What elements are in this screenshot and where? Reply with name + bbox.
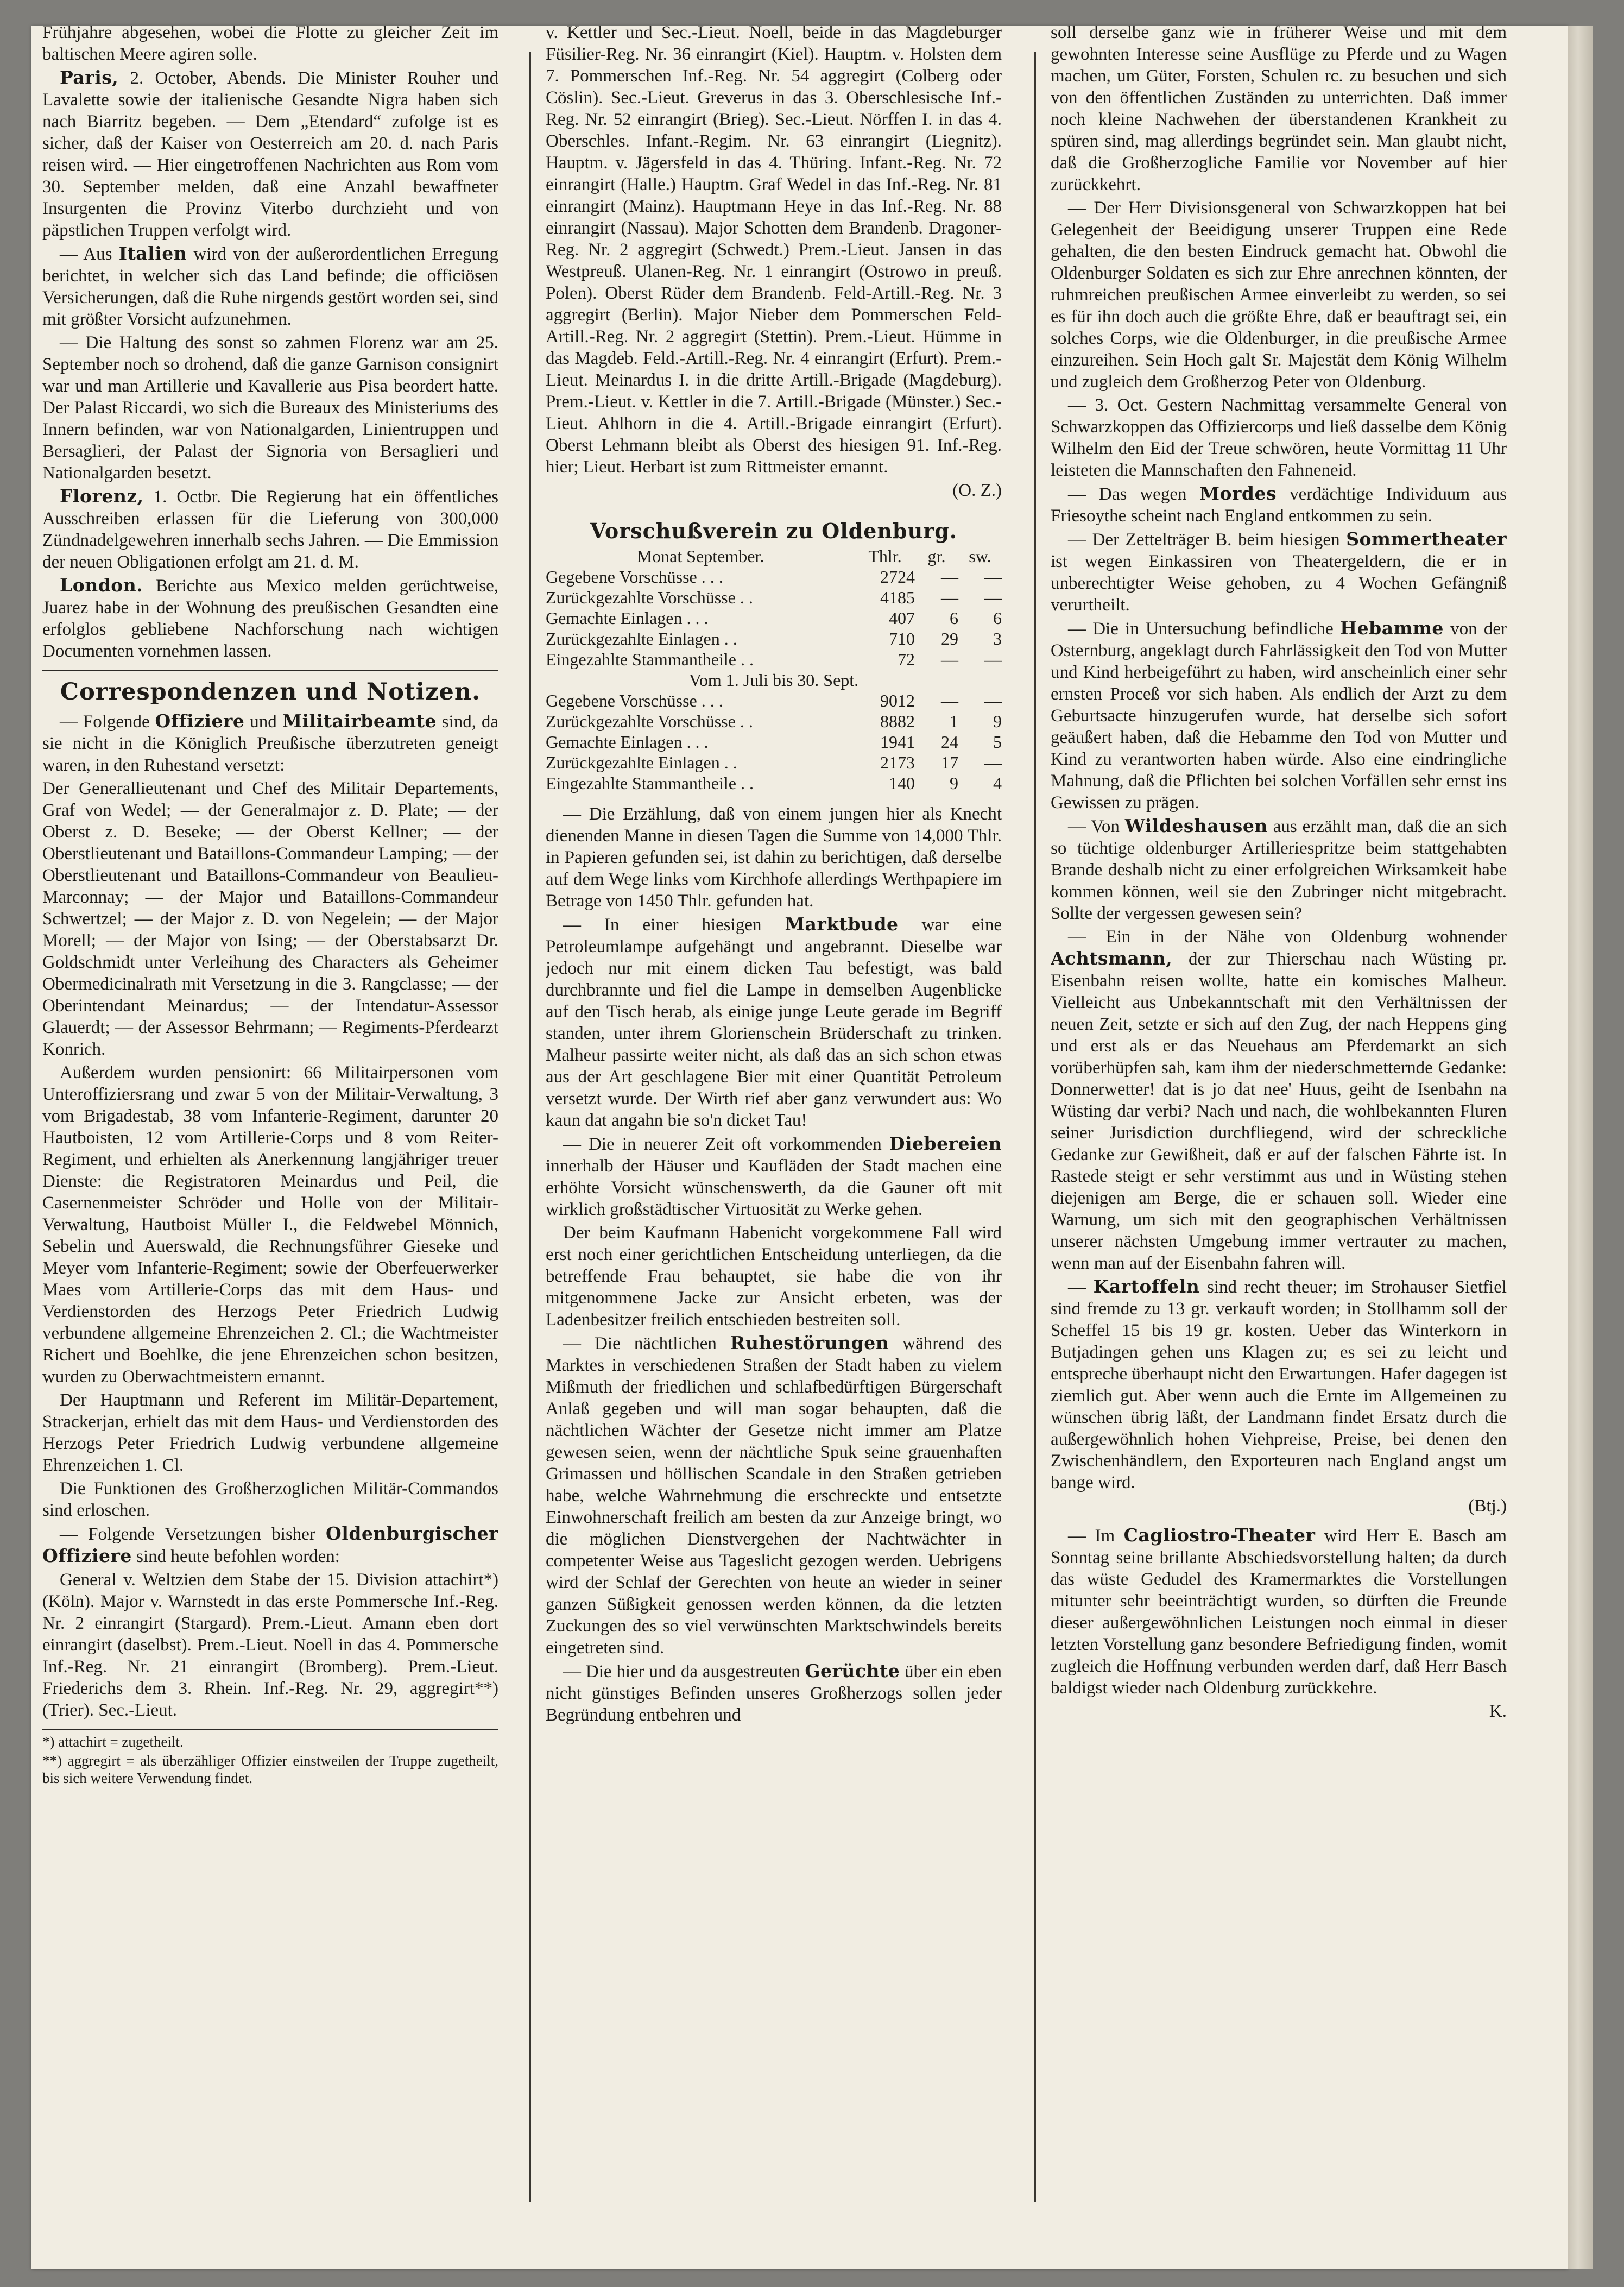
table-cell: 2173	[880, 753, 915, 772]
keyword: Militairbeamte	[282, 710, 437, 732]
lead-text: — Folgende Versetzungen bisher	[60, 1524, 315, 1544]
lead-text: —	[1068, 1277, 1086, 1297]
keyword: Ruhestörungen	[730, 1332, 889, 1353]
lead-text: — Die in Untersuchung befindliche	[1068, 619, 1334, 639]
paragraph-text: wird von der außerordentlichen Erregung berichtet, in welcher sich das Land befinde; die officiösen Versicherungen, daß die Ruhe nirgends gestört worden sei, sind mit größter Vorsicht aufzunehmen.	[42, 244, 498, 329]
header-cell: sw.	[969, 546, 991, 566]
paragraph: Frühjahre abgesehen, wobei die Flotte zu gleicher Zeit im baltischen Meere agiren solle.	[42, 23, 498, 64]
table-row	[546, 587, 1002, 608]
author-signature: K.	[1489, 1702, 1507, 1721]
paragraph	[546, 1660, 1002, 1726]
paragraph-text: über ein eben nicht günstiges Befinden unseres Großherzogs sollen jeder Begründung entbehren und	[546, 1662, 1002, 1725]
table-body-quarter	[546, 690, 1002, 793]
paragraph	[1051, 1276, 1507, 1494]
paragraph: — 3. Oct. Gestern Nachmittag versammelte General von Schwarzkoppen das Offiziercorps und ließ dasselbe dem König Wilhelm den Eid der Treue schwören, heute Vormittag 11 Uhr leisteten die Mannschaften den Fahneneid.	[1051, 395, 1507, 480]
column-1	[42, 22, 498, 2227]
keyword: Mordes	[1199, 483, 1277, 504]
table-cell: —	[984, 567, 1002, 587]
keyword: Kartoffeln	[1093, 1276, 1200, 1297]
keyword: Diebereien	[889, 1133, 1002, 1154]
table-cell: —	[941, 567, 958, 587]
paragraph	[42, 575, 498, 662]
paragraph: — Die Haltung des sonst so zahmen Florenz war am 25. September noch so drohend, daß die ganze Garnison consignirt war und man Artillerie und Kavallerie aus Pisa beordert hatte. Der Palast Riccardi, wo sich die Bureaux des Ministeriums des Innern befinden, war von Nationalgarden, Linientruppen und Bersaglieri, der Palast der Signoria von Bersaglieri und Nationalgarden besetzt.	[42, 333, 498, 483]
paragraph-text: von der Osternburg, angeklagt durch Fahrlässigkeit den Tod von Mutter und Kind herbeigeführt zu haben, wird anscheinlich einer sehr ernsten Proceß vor sich haben. Als endlich der Arzt zu dem Geburtsacte hinzugerufen wurde, hat derselbe sich sofort geäußert haben, daß die Hebamme den Tod von Mutter und Kind zu verantworten haben würde. Also eine eindringliche Mahnung, daß die Pflichten bei solchen Vorfällen sehr ernst ins Gewissen zu prägen.	[1051, 619, 1507, 812]
table-cell: —	[984, 650, 1002, 669]
header-cell: Monat September.	[636, 546, 764, 566]
keyword: Cagliostro-Theater	[1123, 1524, 1316, 1546]
table-cell: 17	[941, 753, 958, 772]
table-cell: 140	[889, 773, 915, 793]
table-cell: Gemachte Einlagen . . .	[546, 732, 709, 752]
table-cell: 24	[941, 732, 958, 752]
subheader-cell: Vom 1. Juli bis 30. Sept.	[688, 670, 859, 690]
paragraph: Der Hauptmann und Referent im Militär-Departement, Strackerjan, erhielt das mit dem Haus- und Verdienstorden des Herzogs Peter Friedrich Ludwig verbundene allgemeine Ehrenzeichen 1. Cl.	[42, 1390, 498, 1475]
table-cell: Eingezahlte Stammantheile . .	[546, 650, 754, 669]
table-row	[546, 566, 1002, 587]
lead-text: — Die hier und da ausgestreuten	[563, 1662, 800, 1681]
table-title: Vorschußverein zu Oldenburg.	[590, 519, 958, 543]
table-cell: 9	[993, 711, 1002, 731]
column-2	[546, 22, 1002, 2227]
table-cell: 9012	[880, 691, 915, 710]
header-cell: Thlr.	[868, 546, 902, 566]
table-cell: Gegebene Vorschüsse . . .	[546, 691, 723, 710]
paragraph-text: sind heute befohlen worden:	[136, 1547, 340, 1566]
paragraph-text: war eine Petroleumlampe aufgehängt und angebrannt. Dieselbe war jedoch nur mit einem dicken Tau befestigt, was bald durchbrannte und fiel die Lampe in demselben Augenblicke auf den Tisch herab, als einige junge Leute gerade im Begriff standen, unter ihrem Glorienschein Brüderschaft zu trinken. Malheur passirte weiter nicht, als daß das an sich schon etwas aus der Art geschlagene Bier mit einer Quantität Petroleum versetzt wurde. Der Wirth rief aber ganz verwundert aus: Wo kaun dat angahn bie so'n dicket Tau!	[546, 915, 1002, 1130]
paragraph	[1051, 528, 1507, 616]
table-cell: 2724	[880, 567, 915, 587]
table-cell: —	[984, 753, 1002, 772]
table-cell: 29	[941, 629, 958, 648]
footnote: *) attachirt = zugetheilt.	[42, 1734, 184, 1750]
lead-text: — Folgende	[60, 712, 150, 732]
dateline: Florenz,	[60, 486, 144, 507]
table-cell: 6	[993, 608, 1002, 628]
paragraph	[1051, 1524, 1507, 1699]
paragraph: — Die Erzählung, daß von einem jungen hier als Knecht dienenden Manne in diesen Tagen die Summe von 14,000 Thlr. in Papieren gefunden sei, ist dahin zu berichtigen, daß derselbe auf dem Wege links vom Kirchhofe allerdings Werthpapiere im Betrage von 1450 Thlr. gefunden hat.	[546, 804, 1002, 911]
table-cell: Gemachte Einlagen . . .	[546, 608, 709, 628]
keyword: Italien	[118, 243, 187, 264]
paragraph	[42, 1523, 498, 1567]
paragraph	[42, 243, 498, 330]
keyword: Gerüchte	[805, 1660, 900, 1681]
table-cell: —	[941, 650, 958, 669]
table-cell: Eingezahlte Stammantheile . .	[546, 773, 754, 793]
paragraph	[546, 1332, 1002, 1659]
paragraph	[1051, 815, 1507, 924]
table-row	[546, 773, 1002, 793]
source-signature: (Btj.)	[1468, 1496, 1507, 1516]
lead-text: — Die nächtlichen	[563, 1334, 717, 1353]
header-cell: gr.	[927, 546, 946, 566]
paragraph-text: aus erzählt man, daß die an sich so tüchtige oldenburger Artilleriespritze beim stattgehabten Brande deshalb nicht zu einer erfolgreichen Wirksamkeit habe kommen können, weil sie den Zubringer nicht mitgebracht. Sollte der vergessen gewesen sein?	[1051, 817, 1507, 923]
column-rule-left	[529, 52, 531, 2202]
paragraph: Die Funktionen des Großherzoglichen Militär-Commandos sind erloschen.	[42, 1479, 498, 1520]
lead-text: und	[250, 712, 277, 732]
table-row	[546, 732, 1002, 752]
keyword: Marktbude	[785, 913, 899, 935]
paragraph: soll derselbe ganz wie in früherer Weise und mit dem gewohnten Interesse seine Ausflüge zu Pferde und zu Wagen machen, um Güter, Forsten, Schulen rc. zu besuchen und sich von den öffentlichen Zuständen zu unterrichten. Daß immer noch kleine Nachwehen der überstandenen Krankheit zu spüren sind, mag allerdings begründet sein. Man glaubt nicht, daß die Großherzogliche Familie vor November auf hier zurückkehrt.	[1051, 23, 1507, 194]
table-cell: 407	[889, 608, 915, 628]
column-3	[1051, 22, 1507, 2227]
table-cell: 4185	[880, 588, 915, 607]
table-cell: 8882	[880, 711, 915, 731]
table-subheader-row	[546, 670, 1002, 690]
section-heading: Correspondenzen und Notizen.	[42, 670, 498, 707]
paragraph: Der Generallieutenant und Chef des Militair Departements, Graf von Wedel; — der Generalmajor z. D. Plate; — der Oberst z. D. Beseke; — der Oberst Kellner; — der Oberstlieutenant und Bataillons-Commandeur Lamping; — der Oberstlieutenant und Bataillons-Commandeur von Beaulieu-Marconnay; — der Major und Bataillons-Commandeur Schwertzel; — der Major z. D. von Negelein; — der Major Morell; — der Major von Ising; — der Oberstabsarzt Dr. Goldschmidt unter Verleihung des Characters als Geheimer Obermedicinalrath mit Versetzung in die 3. Rangclasse; — der Oberintendant Meinardus; — der Intendatur-Assessor Glauerdt; — der Assessor Behrmann; — Regiments-Pferdearzt Konrich.	[42, 779, 498, 1059]
paragraph-text: während des Marktes in verschiedenen Straßen der Stadt haben zu vielem Mißmuth der friedlichen und schlafbedürftigen Bürgerschaft Anlaß gegeben und will man sogar behaupten, daß die nächtlichen Wächter der Gesetze nicht immer am Platze gewesen seien, wenn der nächtliche Spuk seine grauenhaften Grimassen und höllischen Scandale in den Straßen getrieben habe, welche Wahrnehmung die erschreckte und entsetzte Einwohnerschaft freilich am besten da zur Anzeige bringt, wo die möglichen Dienstvergehen der Nachtwächter in competenter Weise aus Tageslicht gezogen werden. Uebrigens wird der Schlaf der Gerechten von heute an wieder in seiner ganzen Süßigkeit genossen werden können, da die letzten Zuckungen des so viel verwünschten Marktschwindels bereits eingetreten sind.	[546, 1334, 1002, 1658]
footnote: **) aggregirt = als überzähliger Offizier einstweilen der Truppe zugetheilt, bis sich weitere Verwendung findet.	[42, 1753, 498, 1786]
table-row	[546, 608, 1002, 628]
dateline: London.	[60, 575, 143, 596]
table-cell: 5	[993, 732, 1002, 752]
table-cell: 710	[889, 629, 915, 648]
table-cell: Zurückgezahlte Vorschüsse . .	[546, 588, 753, 607]
keyword: Achtsmann,	[1051, 948, 1173, 969]
table-cell: 4	[993, 773, 1002, 793]
table-cell: 1	[950, 711, 958, 731]
page-edge	[1568, 26, 1593, 2269]
keyword: Offiziere	[155, 710, 245, 732]
table-body-september	[546, 566, 1002, 670]
lead-text: — Der Zettelträger B. beim hiesigen	[1068, 530, 1340, 550]
paragraph: General v. Weltzien dem Stabe der 15. Division attachirt*) (Köln). Major v. Warnstedt in das erste Pommersche Inf.-Reg. Nr. 2 einrangirt (Stargard). Prem.-Lieut. Amann eben dort einrangirt (daselbst). Prem.-Lieut. Noell in das 4. Pommersche Inf.-Reg. Nr. 21 einrangirt (Bromberg). Prem.-Lieut. Friederichs dem 3. Rhein. Inf.-Reg. Nr. 29, aggregirt**) (Trier). Sec.-Lieut.	[42, 1570, 498, 1720]
table-row	[546, 690, 1002, 711]
dateline: Paris,	[60, 67, 119, 88]
paragraph-text: 1. Octbr. Die Regierung hat ein öffentliches Ausschreiben erlassen für die Lieferung von 300,000 Zündnadelgewehren innerhalb sechs Jahren. — Die Emmission der neuen Obligationen erfolgt am 21. d. M.	[42, 487, 498, 572]
paragraph	[42, 486, 498, 573]
paragraph-text: ist wegen Einkassiren von Theatergeldern, die er in unberechtigter Weise gehoben, zu 4 Wochen Gefängniß verurtheilt.	[1051, 552, 1507, 615]
keyword: Sommertheater	[1346, 528, 1507, 550]
source-signature: (O. Z.)	[952, 481, 1002, 500]
keyword: Oldenburgischer Offiziere	[42, 1523, 498, 1566]
column-rule-right	[1034, 52, 1036, 2202]
table-cell: —	[984, 588, 1002, 607]
table-cell: —	[941, 691, 958, 710]
paragraph-text: wird Herr E. Basch am Sonntag seine brillante Abschiedsvorstellung halten; da durch das wüste Gedudel des Kramermarktes die Vorstellungen mitunter sehr beeinträchtigt wurden, so dürften die Freunde dieser außergewöhnlichen Leistungen noch einmal in dieser letzten Vorstellung ganz besondere Befriedigung finden, womit zugleich die Hoffnung verbunden werden darf, daß Herr Basch baldigst wieder nach Oldenburg zurückkehre.	[1051, 1526, 1507, 1698]
table-cell: 3	[993, 629, 1002, 648]
table-cell: 9	[950, 773, 958, 793]
table-cell: Zurückgezahlte Vorschüsse . .	[546, 711, 753, 731]
paragraph	[1051, 926, 1507, 1274]
paragraph-text: innerhalb der Häuser und Kaufläden der Stadt machen eine erhöhte Vorsicht wünschenswerth, da die Gauner oft mit wirklich großstädtischer Virtuosität zu Werke gehen.	[546, 1156, 1002, 1219]
paragraph	[546, 1133, 1002, 1220]
table-cell: 72	[898, 650, 915, 669]
paragraph: Der beim Kaufmann Habenicht vorgekommene Fall wird erst noch einer gerichtlichen Entscheidung unterliegen, da die betreffende Frau behauptet, sie habe die von ihr mitgenommene Jacke zur Ansicht erbeten, was der Ladenbesitzer freilich entschieden bestreiten soll.	[546, 1223, 1002, 1330]
table-cell: Zurückgezahlte Einlagen . .	[546, 629, 737, 648]
paragraph-text: Berichte aus Mexico melden gerüchtweise, Juarez habe in der Wohnung des preußischen Gesandten eine erfolglos gebliebene Nachforschung nach wichtigen Documenten vornehmen lassen.	[42, 576, 498, 661]
lead-text: — Die in neuerer Zeit oft vorkommenden	[563, 1135, 882, 1154]
paragraph	[546, 913, 1002, 1131]
table-row	[546, 649, 1002, 670]
keyword: Hebamme	[1339, 618, 1444, 639]
keyword: Wildeshausen	[1124, 815, 1268, 836]
paragraph-text: der zur Thierschau nach Wüsting pr. Eisenbahn reisen wollte, hatte ein komisches Malheur. Vielleicht aus Unbekanntschaft mit den Verhältnissen der neuen Zeit, setzte er sich auf den Zug, der nach Heppens ging und erst als er das Neuehaus am Pferdemarkt an sich vorüberhüpfen sah, kam ihm der niederschmetternde Gedanke: Donnerwetter! dat is jo dat nee' Huus, geiht de Isenbahn na Wüsting dar verbi? Nach und nach, die wohlbekannten Fluren seiner Jurisdiction durchfliegend, wird der schreckliche Gedanke zur Gewißheit, daß er auf der falschen Fährte ist. In Rastede steigt er sehr verstimmt aus und in Wüsting stehen diejenigen am Berge, die er schauen soll. Wieder eine Warnung, um sich mit den geographischen Verhältnissen unserer nächsten Umgebung immer vertrauter zu machen, wenn man auf der Eisenbahn fahren will.	[1051, 949, 1507, 1273]
paragraph: Außerdem wurden pensionirt: 66 Militairpersonen vom Unteroffiziersrang und zwar 5 von der Militair-Verwaltung, 3 vom Brigadestab, 38 vom Infanterie-Regiment, darunter 20 Hautboisten, 12 vom Artillerie-Corps und 8 vom Reiter-Regiment, und erhielten als Anerkennung langjähriger treuer Dienste: die Registratoren Meinardus und Peil, die Casernenmeister Schröder und Holle von der Militair-Verwaltung, Hautboist Müller I., die Feldwebel Mönnich, Sebelin und Auerswald, die Rechnungsführer Gieseke und Meyer vom Infanterie-Regiment; sowie der Oberfeuerwerker Maes vom Artillerie-Corps das mit dem Haus- und Verdienstorden des Herzogs Peter Friedrich Ludwig verbundene allgemeine Ehrenzeichen 2. Cl.; die Wachtmeister Richert und Boehlke, die jene Ehrenzeichen schon besitzen, wurden zu Oberwachtmeistern ernannt.	[42, 1063, 498, 1387]
paragraph	[42, 710, 498, 776]
table-cell: —	[984, 691, 1002, 710]
table-cell: —	[941, 588, 958, 607]
table-cell: Zurückgezahlte Einlagen . .	[546, 753, 737, 772]
table-cell: Gegebene Vorschüsse . . .	[546, 567, 723, 587]
paragraph-text: 2. October, Abends. Die Minister Rouher und Lavalette sowie der italienische Gesandte Nigra haben sich nach Biarritz begeben. — Dem „Etendard“ zufolge ist es sicher, daß der Kaiser von Oesterreich am 20. d. nach Paris reisen wird. — Hier eingetroffenen Nachrichten aus Rom vom 30. September melden, daß eine Anzahl bewaffneter Insurgenten die Provinz Viterbo durchzieht und von päpstlichen Truppen verfolgt wird.	[42, 68, 498, 240]
table-row	[546, 711, 1002, 732]
paragraph: v. Kettler und Sec.-Lieut. Noell, beide in das Magdeburger Füsilier-Reg. Nr. 36 einrangirt (Kiel). Hauptm. v. Holsten dem 7. Pommerschen Inf.-Reg. Nr. 54 aggregirt (Colberg oder Cöslin). Sec.-Lieut. Greverus in das 3. Oberschlesische Inf.-Reg. Nr. 52 einrangirt (Brieg). Sec.-Lieut. Nörffen I. in das 4. Oberschles. Infant.-Regim. Nr. 63 einrangirt (Liegnitz). Hauptm. v. Jägersfeld in das 4. Thüring. Infant.-Reg. Nr. 72 einrangirt (Halle.) Hauptm. Graf Wedel in das Inf.-Reg. Nr. 81 einrangirt (Mainz). Hauptmann Heye in das Inf.-Reg. Nr. 88 einrangirt (Nassau). Major Schotten dem Brandenb. Dragoner-Reg. Nr. 2 aggregirt (Schwedt.) Prem.-Lieut. Jansen in das Westpreuß. Ulanen-Reg. Nr. 1 einrangirt (Ostrowo in preuß. Polen). Oberst Rüder dem Brandenb. Feld-Artill.-Reg. Nr. 3 aggregirt (Berlin). Major Nieber dem Pommerschen Feld-Artill.-Reg. Nr. 2 aggregirt (Stettin). Prem.-Lieut. Hümme in das Magdeb. Feld.-Artill.-Reg. Nr. 4 einrangirt (Erfurt). Prem.-Lieut. Meinardus I. in die dritte Artill.-Brigade (Magdeburg). Prem.-Lieut. v. Kettler in die 7. Artill.-Brigade (Münster.) Sec.-Lieut. Ahlhorn in die 4. Artill.-Brigade einrangirt (Erfurt). Oberst Lehmann bleibt als Oberst des hiesigen 91. Inf.-Reg. hier; Lieut. Herbart ist zum Rittmeister ernannt.	[546, 23, 1002, 477]
paragraph: — Der Herr Divisionsgeneral von Schwarzkoppen hat bei Gelegenheit der Beeidigung unserer Truppen eine Rede gehalten, die den besten Eindruck gemacht hat. Obwohl die Oldenburger Soldaten es sich zur Ehre anrechnen könnten, der ruhmreichen preußischen Armee einverleibt zu werden, so sei es für ihn doch auch die größte Ehre, daß er beauftragt sei, ein solches Corps, wie die Oldenburger, in die preußische Armee einzureihen. Sein Hoch galt Sr. Majestät dem König Wilhelm und zugleich dem Großherzog Peter von Oldenburg.	[1051, 198, 1507, 392]
lead-text: — Aus	[60, 244, 112, 264]
lead-text: — In einer hiesigen	[563, 915, 762, 935]
paragraph-text: verdächtige Individuum aus Friesoythe scheint nach England entkommen zu sein.	[1051, 484, 1507, 526]
table-row	[546, 752, 1002, 773]
paragraph	[1051, 483, 1507, 527]
table-row	[546, 628, 1002, 649]
footnotes	[42, 1729, 498, 1787]
table-header-row	[546, 546, 1002, 566]
paragraph	[42, 67, 498, 241]
lead-text: — Das wegen	[1068, 484, 1187, 504]
finance-table	[546, 546, 1002, 793]
table-cell: 6	[950, 608, 958, 628]
lead-text: — Von	[1068, 817, 1120, 836]
paragraph-text: sind, da sie nicht in die Königlich Preußische überzutreten geneigt waren, in den Ruhestand versetzt:	[42, 712, 498, 775]
table-cell: 1941	[880, 732, 915, 752]
lead-text: — Im	[1068, 1526, 1115, 1546]
paragraph	[1051, 618, 1507, 814]
lead-text: — Ein in der Nähe von Oldenburg wohnender	[1068, 927, 1507, 947]
paragraph-text: sind recht theuer; im Strohauser Sietfiel sind fremde zu 13 gr. verkauft worden; in Stollhamm soll der Scheffel 15 bis 19 gr. kosten. Ueber das Winterkorn in Butjadingen gehen uns Klagen zu; es sei zu leicht und entspreche überhaupt nicht den Erwartungen. Hafer dagegen ist ziemlich gut. Aber wenn auch die Ernte im Allgemeinen zu wünschen übrig läßt, der Landmann findet Ersatz durch die außergewöhnlich hohen Viehpreise, Preise, bei denen den Zwischenhändlern, den Exporteuren nach England angst um bange wird.	[1051, 1277, 1507, 1492]
